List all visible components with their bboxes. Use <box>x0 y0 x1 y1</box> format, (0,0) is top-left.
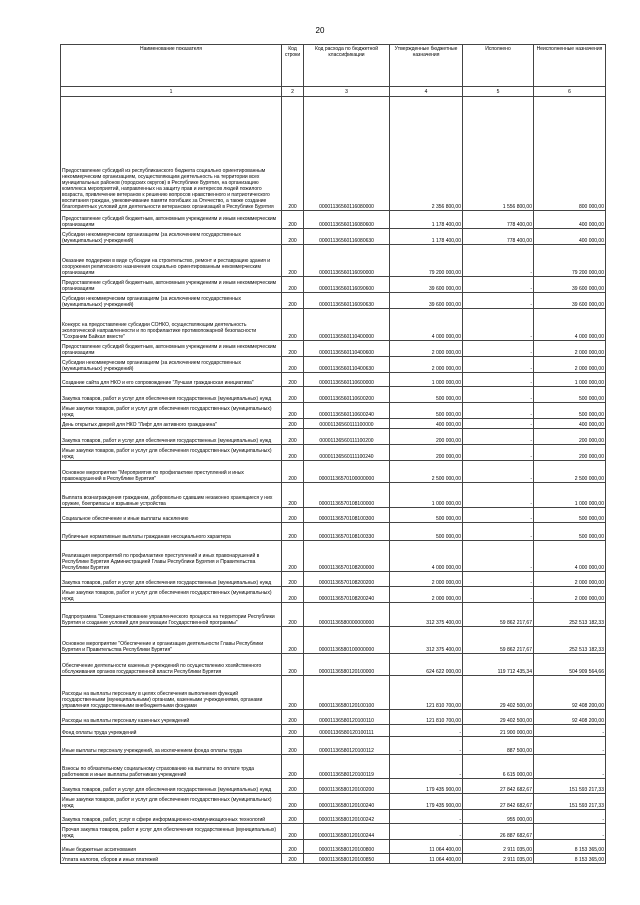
table-row <box>61 309 606 341</box>
row-executed: 59 862 217,67 <box>463 603 534 627</box>
row-budget-code: 00001136570108100330 <box>304 523 390 541</box>
row-executed: 1 556 800,00 <box>463 97 534 211</box>
row-unexecuted: 400 000,00 <box>534 419 606 429</box>
row-unexecuted: 151 593 217,33 <box>534 794 606 810</box>
table-row <box>61 854 606 864</box>
row-unexecuted: 79 200 000,00 <box>534 245 606 277</box>
row-approved: 500 000,00 <box>390 403 463 419</box>
row-unexecuted: 400 000,00 <box>534 211 606 229</box>
row-executed: 778 400,00 <box>463 229 534 245</box>
table-row <box>61 97 606 211</box>
row-name: Расходы на выплаты персоналу в целях обеспечения выполнения функций государственными (муниципальными) органами, казенными учреждениями, органами управления государственными внебюджетными фондами <box>61 676 282 710</box>
row-executed: - <box>463 245 534 277</box>
row-approved: 11 064 400,00 <box>390 840 463 854</box>
table-row <box>61 245 606 277</box>
row-name: Подпрограмма "Совершенствование управленческого процесса на территории Республики Бурятия и создание условий для реализации Государственной программы" <box>61 603 282 627</box>
column-number: 6 <box>534 87 606 97</box>
row-approved: - <box>390 755 463 779</box>
row-unexecuted: 500 000,00 <box>534 523 606 541</box>
row-approved: 39 600 000,00 <box>390 293 463 309</box>
table-row <box>61 676 606 710</box>
row-approved: 2 500 000,00 <box>390 461 463 483</box>
row-approved: 39 600 000,00 <box>390 277 463 293</box>
row-executed: - <box>463 419 534 429</box>
row-executed: - <box>463 293 534 309</box>
budget-execution-table <box>60 44 606 864</box>
row-code: 200 <box>282 211 304 229</box>
row-approved: 179 435 900,00 <box>390 779 463 794</box>
row-name: Предоставление субсидий бюджетным, автономным учреждениям и иным некоммерческим организациям <box>61 341 282 357</box>
row-unexecuted: 2 000 000,00 <box>534 341 606 357</box>
row-unexecuted: 151 593 217,33 <box>534 779 606 794</box>
row-name: Субсидии некоммерческим организациям (за исключением государственных (муниципальных) учреждений) <box>61 293 282 309</box>
row-unexecuted: - <box>534 725 606 737</box>
header-executed: Исполнено <box>463 45 534 87</box>
row-executed: - <box>463 429 534 445</box>
row-executed: 29 402 500,00 <box>463 676 534 710</box>
row-code: 200 <box>282 572 304 587</box>
row-unexecuted: 2 000 000,00 <box>534 572 606 587</box>
row-approved: 1 000 000,00 <box>390 373 463 387</box>
column-number: 1 <box>61 87 282 97</box>
row-budget-code: 00001136560110400630 <box>304 357 390 373</box>
table-row <box>61 840 606 854</box>
row-budget-code: 00001136580120100800 <box>304 840 390 854</box>
row-approved: 2 000 000,00 <box>390 587 463 603</box>
row-budget-code: 00001136560116080600 <box>304 211 390 229</box>
row-unexecuted: 2 000 000,00 <box>534 587 606 603</box>
row-approved: - <box>390 824 463 840</box>
table-row <box>61 725 606 737</box>
table-row <box>61 603 606 627</box>
row-code: 200 <box>282 277 304 293</box>
row-approved: - <box>390 810 463 824</box>
table-row <box>61 824 606 840</box>
table-row <box>61 572 606 587</box>
row-name: Реализация мероприятий по профилактике преступлений и иных правонарушений в Республике Бурятия Администрацией Главы Республики Бурятия и Правительства Республики Бурятия <box>61 541 282 572</box>
column-number-row <box>61 87 606 97</box>
row-name: Иные выплаты персоналу учреждений, за исключением фонда оплаты труда <box>61 737 282 755</box>
table-row <box>61 779 606 794</box>
row-name: Предоставление субсидий из республиканского бюджета социально ориентированным некоммерческим организациям, осуществляющим деятельность на территории всех муниципальных районов (городских округов) в Республике Бурятия, на организацию комплекса мероприятий, направленных на защиту прав и интересов людей пожилого возраста, привлечение ветеранов к решению вопросов нравственного и патриотического воспитания граждан, увековечивание памяти погибших за Отечество, а также создание благоприятных условий для деятельности ветеранских организаций в Республике Бурятия <box>61 97 282 211</box>
row-approved: 121 810 700,00 <box>390 710 463 725</box>
row-unexecuted: 8 153 365,00 <box>534 840 606 854</box>
row-approved: 1 178 400,00 <box>390 211 463 229</box>
row-budget-code: 00001136580120100119 <box>304 755 390 779</box>
row-code: 200 <box>282 97 304 211</box>
row-code: 200 <box>282 341 304 357</box>
row-executed: - <box>463 572 534 587</box>
row-unexecuted: 500 000,00 <box>534 508 606 523</box>
row-approved: 500 000,00 <box>390 387 463 403</box>
header-code: Код строки <box>282 45 304 87</box>
row-name: Выплата вознаграждения гражданам, добровольно сдавшим незаконно хранящиеся у них оружие, боеприпасы и взрывные устройства <box>61 483 282 508</box>
row-unexecuted: 39 600 000,00 <box>534 293 606 309</box>
row-budget-code: 00001136580120100112 <box>304 737 390 755</box>
row-name: Оказание поддержки в виде субсидии на строительство, ремонт и реставрацию здания и сооружения религиозного назначения социально ориентированным некоммерческим организациям <box>61 245 282 277</box>
table-row <box>61 387 606 403</box>
row-budget-code: 00001136570108200240 <box>304 587 390 603</box>
table-row <box>61 483 606 508</box>
row-approved: 4 000 000,00 <box>390 309 463 341</box>
row-unexecuted: - <box>534 810 606 824</box>
row-unexecuted: 500 000,00 <box>534 387 606 403</box>
row-unexecuted: 400 000,00 <box>534 229 606 245</box>
row-budget-code: 00001136580120100111 <box>304 725 390 737</box>
row-code: 200 <box>282 483 304 508</box>
row-name: Закупка товаров, работ и услуг для обеспечения государственных (муниципальных) нужд <box>61 779 282 794</box>
row-executed: 6 615 000,00 <box>463 755 534 779</box>
row-code: 200 <box>282 445 304 461</box>
row-budget-code: 00001136560111100240 <box>304 445 390 461</box>
row-approved: 11 064 400,00 <box>390 854 463 864</box>
row-code: 200 <box>282 755 304 779</box>
row-unexecuted: 252 513 182,33 <box>534 627 606 654</box>
row-executed: - <box>463 387 534 403</box>
row-code: 200 <box>282 541 304 572</box>
row-code: 200 <box>282 725 304 737</box>
row-approved: 200 000,00 <box>390 429 463 445</box>
row-name: Уплата налогов, сборов и иных платежей <box>61 854 282 864</box>
row-budget-code: 00001136580120100110 <box>304 710 390 725</box>
row-code: 200 <box>282 710 304 725</box>
table-header-row <box>61 45 606 87</box>
row-executed: 955 000,00 <box>463 810 534 824</box>
row-executed: 21 900 000,00 <box>463 725 534 737</box>
table-row <box>61 810 606 824</box>
row-name: Социальное обеспечение и иные выплаты населению <box>61 508 282 523</box>
row-code: 200 <box>282 523 304 541</box>
row-budget-code: 00001136560116090000 <box>304 245 390 277</box>
row-budget-code: 00001136580120100200 <box>304 779 390 794</box>
row-executed: - <box>463 445 534 461</box>
row-code: 200 <box>282 419 304 429</box>
table-row <box>61 341 606 357</box>
row-executed: 778 400,00 <box>463 211 534 229</box>
table-row <box>61 755 606 779</box>
row-unexecuted: 1 000 000,00 <box>534 483 606 508</box>
table-row <box>61 710 606 725</box>
row-code: 200 <box>282 587 304 603</box>
row-code: 200 <box>282 461 304 483</box>
row-approved: 2 000 000,00 <box>390 572 463 587</box>
table-row <box>61 403 606 419</box>
row-executed: - <box>463 587 534 603</box>
row-unexecuted: 504 909 564,66 <box>534 654 606 676</box>
row-executed: - <box>463 373 534 387</box>
row-budget-code: 00001136560110600000 <box>304 373 390 387</box>
header-name: Наименование показателя <box>61 45 282 87</box>
row-budget-code: 00001136580120100100 <box>304 676 390 710</box>
row-budget-code: 00001136560110600200 <box>304 387 390 403</box>
row-budget-code: 00001136560110400600 <box>304 341 390 357</box>
row-approved: 2 356 800,00 <box>390 97 463 211</box>
row-code: 200 <box>282 229 304 245</box>
table-row <box>61 508 606 523</box>
row-budget-code: 00001136570108100300 <box>304 508 390 523</box>
row-code: 200 <box>282 627 304 654</box>
row-executed: - <box>463 508 534 523</box>
row-approved: 500 000,00 <box>390 508 463 523</box>
row-executed: - <box>463 277 534 293</box>
row-unexecuted: - <box>534 755 606 779</box>
row-unexecuted: 200 000,00 <box>534 445 606 461</box>
header-budget-code: Код расхода по бюджетной классификации <box>304 45 390 87</box>
column-number: 3 <box>304 87 390 97</box>
row-unexecuted: 252 513 182,33 <box>534 603 606 627</box>
row-code: 200 <box>282 810 304 824</box>
row-budget-code: 00001136560110600240 <box>304 403 390 419</box>
table-row <box>61 794 606 810</box>
row-executed: - <box>463 461 534 483</box>
row-name: Основное мероприятие "Мероприятия по профилактике преступлений и иных правонарушений в Республике Бурятия" <box>61 461 282 483</box>
row-executed: 2 911 035,00 <box>463 840 534 854</box>
row-budget-code: 00001136580100000000 <box>304 627 390 654</box>
row-name: Иные закупки товаров, работ и услуг для обеспечения государственных (муниципальных) нужд <box>61 794 282 810</box>
row-name: Конкурс на предоставление субсидии СОНКО, осуществляющим деятельность экологической направленности и по профилактике противопожарной безопасности "Сохраним Байкал вместе" <box>61 309 282 341</box>
row-name: Иные закупки товаров, работ и услуг для обеспечения государственных (муниципальных) нужд <box>61 587 282 603</box>
row-approved: 121 810 700,00 <box>390 676 463 710</box>
row-budget-code: 00001136570108200200 <box>304 572 390 587</box>
row-budget-code: 00001136560116080630 <box>304 229 390 245</box>
row-unexecuted: 2 000 000,00 <box>534 357 606 373</box>
row-executed: 27 842 682,67 <box>463 779 534 794</box>
table-row <box>61 627 606 654</box>
row-budget-code: 00001136560116090630 <box>304 293 390 309</box>
row-executed: - <box>463 403 534 419</box>
row-name: Предоставление субсидий бюджетным, автономным учреждениям и иным некоммерческим организациям <box>61 277 282 293</box>
row-code: 200 <box>282 737 304 755</box>
row-code: 200 <box>282 403 304 419</box>
row-code: 200 <box>282 357 304 373</box>
row-unexecuted: 39 600 000,00 <box>534 277 606 293</box>
row-budget-code: 00001136560116080000 <box>304 97 390 211</box>
row-code: 200 <box>282 854 304 864</box>
header-approved: Утвержденные бюджетные назначения <box>390 45 463 87</box>
row-code: 200 <box>282 794 304 810</box>
row-approved: 1 000 000,00 <box>390 483 463 508</box>
row-code: 200 <box>282 245 304 277</box>
row-executed: - <box>463 357 534 373</box>
row-approved: 4 000 000,00 <box>390 541 463 572</box>
table-row <box>61 429 606 445</box>
row-name: Закупка товаров, работ и услуг для обеспечения государственных (муниципальных) нужд <box>61 429 282 445</box>
row-budget-code: 00001136580120100240 <box>304 794 390 810</box>
row-name: Закупка товаров, работ и услуг для обеспечения государственных (муниципальных) нужд <box>61 387 282 403</box>
row-code: 200 <box>282 676 304 710</box>
column-number: 4 <box>390 87 463 97</box>
row-unexecuted: - <box>534 824 606 840</box>
row-budget-code: 00001136560111100000 <box>304 419 390 429</box>
row-unexecuted: 800 000,00 <box>534 97 606 211</box>
table-row <box>61 541 606 572</box>
table-row <box>61 654 606 676</box>
row-executed: - <box>463 341 534 357</box>
row-name: Публичные нормативные выплаты гражданам несоциального характера <box>61 523 282 541</box>
row-name: Субсидии некоммерческим организациям (за исключением государственных (муниципальных) учреждений) <box>61 229 282 245</box>
row-name: Закупка товаров, работ, услуг в сфере информационно-коммуникационных технологий <box>61 810 282 824</box>
row-code: 200 <box>282 603 304 627</box>
row-budget-code: 00001136570108100000 <box>304 483 390 508</box>
row-executed: - <box>463 541 534 572</box>
row-approved: - <box>390 725 463 737</box>
row-code: 200 <box>282 824 304 840</box>
row-code: 200 <box>282 429 304 445</box>
table-row <box>61 737 606 755</box>
table-body <box>61 97 606 864</box>
row-approved: 2 000 000,00 <box>390 341 463 357</box>
table-row <box>61 523 606 541</box>
column-number: 2 <box>282 87 304 97</box>
row-code: 200 <box>282 779 304 794</box>
row-executed: 2 911 035,00 <box>463 854 534 864</box>
row-unexecuted: - <box>534 737 606 755</box>
row-executed: 59 862 217,67 <box>463 627 534 654</box>
row-budget-code: 00001136580000000000 <box>304 603 390 627</box>
row-unexecuted: 200 000,00 <box>534 429 606 445</box>
table-row <box>61 277 606 293</box>
row-approved: 312 375 400,00 <box>390 627 463 654</box>
row-executed: - <box>463 309 534 341</box>
row-name: Иные бюджетные ассигнования <box>61 840 282 854</box>
row-code: 200 <box>282 293 304 309</box>
row-name: Прочая закупка товаров, работ и услуг для обеспечения государственных (муниципальных) нужд <box>61 824 282 840</box>
row-name: Иные закупки товаров, работ и услуг для обеспечения государственных (муниципальных) нужд <box>61 403 282 419</box>
row-executed: 119 712 435,34 <box>463 654 534 676</box>
column-number: 5 <box>463 87 534 97</box>
row-unexecuted: 500 000,00 <box>534 403 606 419</box>
row-approved: 179 435 900,00 <box>390 794 463 810</box>
row-budget-code: 00001136560110400000 <box>304 309 390 341</box>
row-name: Основное мероприятие "Обеспечение и организация деятельности Главы Республики Бурятия и Правительства Республики Бурятия" <box>61 627 282 654</box>
row-executed: - <box>463 483 534 508</box>
row-approved: 1 178 400,00 <box>390 229 463 245</box>
row-name: Обеспечение деятельности казенных учреждений по осуществлению хозяйственного обслуживания органов государственной власти Республики Бурятия <box>61 654 282 676</box>
row-code: 200 <box>282 508 304 523</box>
row-name: Расходы на выплаты персоналу казенных учреждений <box>61 710 282 725</box>
row-executed: 29 402 500,00 <box>463 710 534 725</box>
row-name: Субсидии некоммерческим организациям (за исключением государственных (муниципальных) учреждений) <box>61 357 282 373</box>
table-row <box>61 211 606 229</box>
row-unexecuted: 8 153 365,00 <box>534 854 606 864</box>
page-number: 20 <box>315 26 325 35</box>
row-name: Иные закупки товаров, работ и услуг для обеспечения государственных (муниципальных) нужд <box>61 445 282 461</box>
row-code: 200 <box>282 373 304 387</box>
row-approved: 400 000,00 <box>390 419 463 429</box>
row-name: Закупка товаров, работ и услуг для обеспечения государственных (муниципальных) нужд <box>61 572 282 587</box>
row-code: 200 <box>282 840 304 854</box>
table-row <box>61 293 606 309</box>
table-row <box>61 587 606 603</box>
header-unexecuted: Неисполненные назначения <box>534 45 606 87</box>
row-budget-code: 00001136560116090600 <box>304 277 390 293</box>
row-unexecuted: 4 000 000,00 <box>534 309 606 341</box>
row-approved: 79 200 000,00 <box>390 245 463 277</box>
row-approved: 500 000,00 <box>390 523 463 541</box>
row-name: Предоставление субсидий бюджетным, автономным учреждениям и иным некоммерческим организациям <box>61 211 282 229</box>
table-row <box>61 419 606 429</box>
row-budget-code: 00001136570100000000 <box>304 461 390 483</box>
row-approved: 624 622 000,00 <box>390 654 463 676</box>
row-approved: - <box>390 737 463 755</box>
row-approved: 312 375 400,00 <box>390 603 463 627</box>
row-approved: 2 000 000,00 <box>390 357 463 373</box>
table-row <box>61 461 606 483</box>
row-budget-code: 00001136580120100242 <box>304 810 390 824</box>
table-row <box>61 373 606 387</box>
row-budget-code: 00001136570108200000 <box>304 541 390 572</box>
row-unexecuted: 92 408 200,00 <box>534 710 606 725</box>
row-name: Фонд оплаты труда учреждений <box>61 725 282 737</box>
row-code: 200 <box>282 309 304 341</box>
row-name: Взносы по обязательному социальному страхованию на выплаты по оплате труда работников и иные выплаты работникам учреждений <box>61 755 282 779</box>
row-executed: 27 842 682,67 <box>463 794 534 810</box>
row-unexecuted: 1 000 000,00 <box>534 373 606 387</box>
row-executed: 26 887 682,67 <box>463 824 534 840</box>
table-row <box>61 445 606 461</box>
row-name: День открытых дверей для НКО "Лифт для активного гражданина" <box>61 419 282 429</box>
table-row <box>61 229 606 245</box>
row-executed: - <box>463 523 534 541</box>
row-code: 200 <box>282 654 304 676</box>
row-unexecuted: 4 000 000,00 <box>534 541 606 572</box>
row-unexecuted: 92 408 200,00 <box>534 676 606 710</box>
row-code: 200 <box>282 387 304 403</box>
row-budget-code: 00001136580120100000 <box>304 654 390 676</box>
row-budget-code: 00001136580120100244 <box>304 824 390 840</box>
row-approved: 200 000,00 <box>390 445 463 461</box>
row-name: Создание сайта для НКО и его сопровождение "Лучшая гражданская инициатива" <box>61 373 282 387</box>
table-row <box>61 357 606 373</box>
row-budget-code: 00001136580120100850 <box>304 854 390 864</box>
row-executed: 887 500,00 <box>463 737 534 755</box>
row-budget-code: 00001136560111100200 <box>304 429 390 445</box>
row-unexecuted: 2 500 000,00 <box>534 461 606 483</box>
